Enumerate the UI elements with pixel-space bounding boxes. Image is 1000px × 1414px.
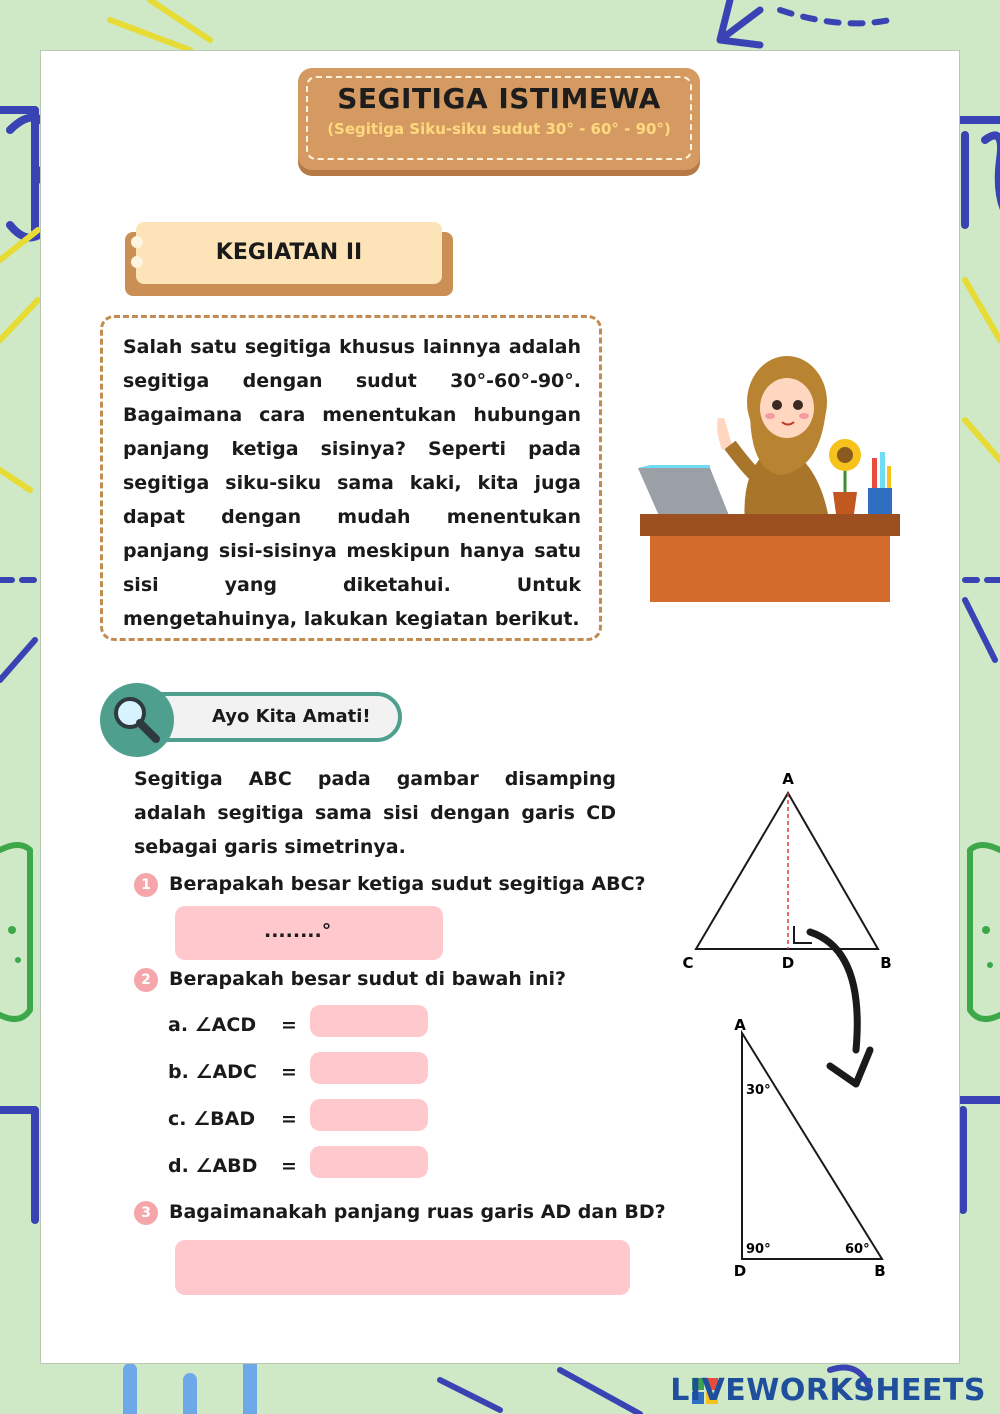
teacher-illustration	[630, 350, 910, 610]
question-1-text: Berapakah besar ketiga sudut segitiga ABC?	[169, 873, 646, 895]
label-A-bottom: A	[734, 1016, 746, 1034]
magnifier-icon	[108, 691, 166, 749]
angle-30-label: 30°	[746, 1083, 771, 1098]
equals-sign: =	[281, 1014, 297, 1036]
question-number: 2	[134, 968, 158, 992]
right-triangle	[734, 1016, 886, 1280]
observe-paragraph: Segitiga ABC pada gambar disamping adalah segitiga sama sisi dengan garis CD sebagai garis simetrinya.	[134, 768, 616, 858]
triangle-diagram	[660, 760, 920, 1300]
angle-d-label: d. ∠ABD	[168, 1155, 258, 1177]
angle-c-label: c. ∠BAD	[168, 1108, 256, 1130]
question-number: 1	[134, 873, 158, 897]
angle-90-label: 90°	[746, 1242, 771, 1257]
angle-60-label: 60°	[845, 1242, 870, 1257]
label-D-top: D	[781, 954, 795, 972]
equals-sign: =	[281, 1108, 297, 1130]
question-number: 3	[134, 1201, 158, 1225]
intro-paragraph: Salah satu segitiga khusus lainnya adalah segitiga dengan sudut 30°-60°-90°. Bagaimana cara menentukan hubungan panjang ketiga sisinya? Seperti pada segitiga siku-siku sama kaki, kita juga dapat dengan mudah menentukan panjang sisi-sisinya meskipun hanya satu sisi yang diketahui. Untuk mengetahuinya, lakukan kegiatan berikut.	[123, 336, 581, 630]
page-title: SEGITIGA ISTIMEWA	[337, 82, 661, 115]
angle-a-label: a. ∠ACD	[168, 1014, 257, 1036]
intro-box	[100, 315, 602, 641]
curved-arrow-icon	[810, 932, 870, 1084]
angle-a-input[interactable]	[310, 1005, 428, 1037]
answer-1-hint: ........°	[264, 920, 332, 942]
question-2-text: Berapakah besar sudut di bawah ini?	[169, 968, 567, 990]
angle-b-input[interactable]	[310, 1052, 428, 1084]
equilateral-triangle	[682, 770, 891, 972]
equals-sign: =	[281, 1061, 297, 1083]
observe-label: Ayo Kita Amati!	[212, 706, 371, 727]
question-3-text: Bagaimanakah panjang ruas garis AD dan BD?	[169, 1201, 666, 1223]
angle-d-input[interactable]	[310, 1146, 428, 1178]
brand-footer: LIVEWORKSHEETS	[670, 1373, 986, 1408]
page-subtitle: (Segitiga Siku-siku sudut 30° - 60° - 90°)	[327, 120, 671, 138]
equals-sign: =	[281, 1155, 297, 1177]
title-banner	[298, 68, 700, 170]
answer-3-input[interactable]	[175, 1240, 630, 1295]
angle-c-input[interactable]	[310, 1099, 428, 1131]
label-D-bottom: D	[733, 1262, 747, 1280]
activity-label: KEGIATAN II	[215, 240, 363, 265]
label-C: C	[682, 954, 694, 972]
label-B-bottom: B	[874, 1262, 886, 1280]
label-A-top: A	[782, 770, 794, 788]
angle-b-label: b. ∠ADC	[168, 1061, 257, 1083]
label-B-top: B	[880, 954, 892, 972]
